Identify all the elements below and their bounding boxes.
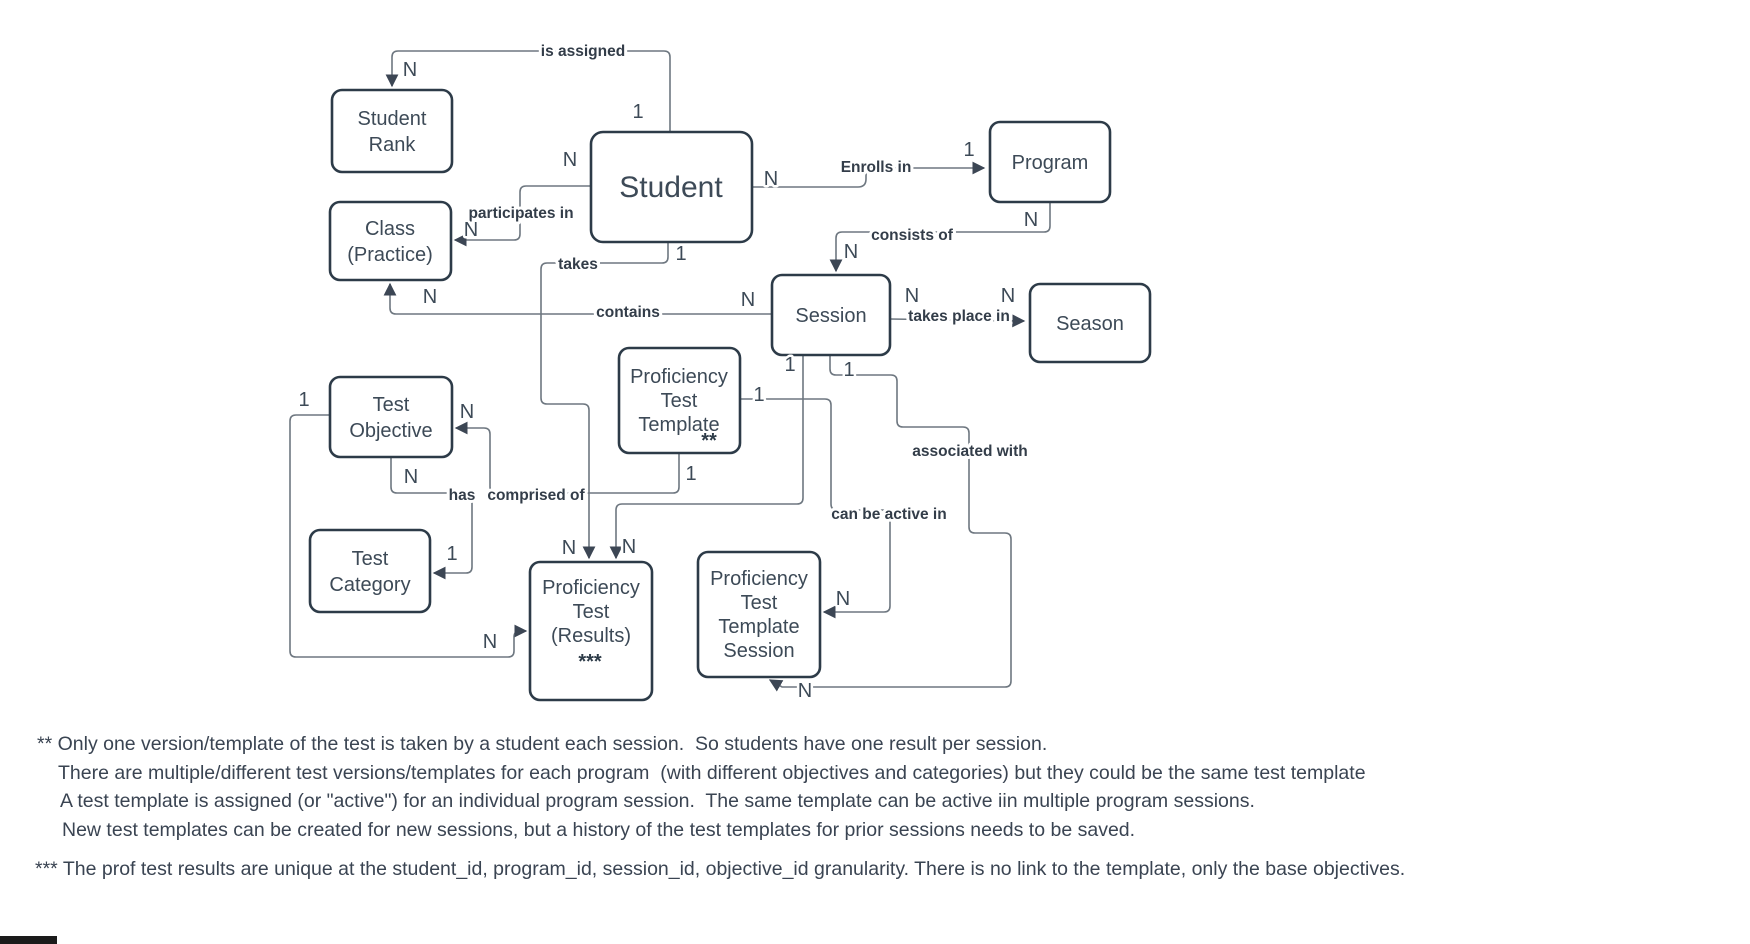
- rel-label-enrolls-in: Enrolls in: [840, 159, 912, 176]
- entity-program: [990, 122, 1110, 202]
- entity-class-practice-label-line2: (Practice): [347, 244, 433, 266]
- card-takes-results: N: [561, 537, 577, 559]
- card-enrolls-program: 1: [963, 139, 975, 161]
- rel-label-contains: contains: [596, 304, 660, 321]
- rel-label-is-assigned: is assigned: [540, 43, 626, 60]
- footnote-template-assigned: A test template is assigned (or "active") for an individual program session. The same template can be active iin multiple program sessions.: [60, 790, 1255, 812]
- card-associated-template-session: N: [797, 680, 813, 702]
- card-session-results-session: 1: [784, 354, 796, 376]
- card-objective-results-objective: 1: [298, 389, 310, 411]
- entity-test-category: [310, 530, 430, 612]
- entity-proficiency-test-results-label-line2: Test: [572, 601, 610, 623]
- entity-test-objective-box: [330, 377, 452, 457]
- entity-session: [772, 275, 890, 355]
- card-objective-results-results: N: [482, 631, 498, 653]
- proficiency-test-results-footnote-marker: ***: [578, 651, 602, 673]
- card-comprised-objective: N: [459, 401, 475, 423]
- card-active-template-session: N: [835, 588, 851, 610]
- card-consists-program: N: [1023, 209, 1039, 231]
- entity-ptts-label-line4: Session: [723, 640, 795, 662]
- rel-label-consists-of: consists of: [871, 227, 953, 244]
- card-enrolls-student: N: [763, 168, 779, 190]
- entity-proficiency-test-template-label-line2: Test: [660, 390, 698, 412]
- footnote-templates-per-program: There are multiple/different test versions/templates for each program (with different objectives and categories) but they could be the same test template: [58, 762, 1366, 784]
- entity-student-rank-label-line1: Student: [357, 108, 427, 130]
- entity-test-objective-label-line2: Objective: [349, 420, 433, 442]
- entity-test-category-box: [310, 530, 430, 612]
- rel-label-associated-with: associated with: [912, 443, 1028, 460]
- entity-test-objective-label-line1: Test: [372, 394, 410, 416]
- card-has-category: 1: [446, 543, 458, 565]
- entity-proficiency-test-results-label-line1: Proficiency: [542, 577, 640, 599]
- rel-label-can-be-active-in: can be active in: [831, 506, 947, 523]
- card-is-assigned-rank: N: [402, 59, 418, 81]
- entity-student-rank: [332, 90, 452, 172]
- entity-proficiency-test-template-label-line1: Proficiency: [630, 366, 728, 388]
- entity-test-category-label-line1: Test: [351, 548, 389, 570]
- card-is-assigned-student: 1: [632, 101, 644, 123]
- footnote-new-templates: New test templates can be created for new sessions, but a history of the test templates for prior sessions needs to be saved.: [62, 819, 1136, 841]
- entity-ptts-label-line3: Template: [718, 616, 800, 638]
- entity-class-practice-label-line1: Class: [364, 218, 416, 240]
- card-comprised-template: 1: [685, 463, 697, 485]
- entity-proficiency-test-template: [619, 348, 740, 453]
- screen-edge-artifact: [0, 936, 57, 944]
- proficiency-test-template-footnote-marker: **: [701, 430, 717, 452]
- rel-label-takes-place-in: takes place in: [908, 308, 1010, 325]
- entity-program-label: Program: [1011, 152, 1089, 174]
- rel-label-has: has: [448, 487, 476, 504]
- entity-proficiency-test-results-label-line3: (Results): [550, 625, 632, 647]
- rel-label-participates-in: participates in: [468, 205, 574, 222]
- card-active-template: 1: [753, 384, 765, 406]
- entity-proficiency-test-template-label-line3: Template: [638, 414, 720, 436]
- card-participates-student: N: [562, 149, 578, 171]
- card-associated-session: 1: [843, 359, 855, 381]
- rel-label-comprised-of: comprised of: [487, 487, 585, 504]
- entity-test-objective: [330, 377, 452, 457]
- entity-season-label: Season: [1056, 313, 1124, 335]
- rel-label-takes: takes: [558, 256, 598, 273]
- card-participates-class: N: [463, 219, 479, 241]
- card-takes-place-season: N: [1000, 285, 1016, 307]
- footnote-double-star: ** Only one version/template of the test is taken by a student each session. So students have one result per session.: [37, 733, 1048, 755]
- entity-ptts-label-line1: Proficiency: [710, 568, 808, 590]
- entity-session-label: Session: [795, 305, 867, 327]
- entity-student: [591, 132, 752, 242]
- entity-student-rank-box: [332, 90, 452, 172]
- card-takes-student: 1: [675, 243, 687, 265]
- entity-test-category-label-line2: Category: [329, 574, 411, 596]
- card-session-results-results: N: [621, 536, 637, 558]
- entity-student-rank-label-line2: Rank: [368, 134, 416, 156]
- entity-class-practice-box: [330, 202, 451, 280]
- card-consists-session: N: [843, 241, 859, 263]
- card-contains-class: N: [422, 286, 438, 308]
- wire-contains: [390, 284, 772, 314]
- card-takes-place-session: N: [904, 285, 920, 307]
- entity-proficiency-test-template-session: [698, 552, 820, 677]
- card-contains-session: N: [740, 289, 756, 311]
- entity-student-label: Student: [619, 171, 723, 204]
- entity-season: [1030, 284, 1150, 362]
- card-has-objective: N: [403, 466, 419, 488]
- entity-proficiency-test-results: [530, 562, 652, 700]
- entity-class-practice: [330, 202, 451, 280]
- footnote-triple-star: *** The prof test results are unique at the student_id, program_id, session_id, objective_id granularity. There is no link to the template, only the base objectives.: [35, 858, 1406, 880]
- entity-ptts-label-line2: Test: [740, 592, 778, 614]
